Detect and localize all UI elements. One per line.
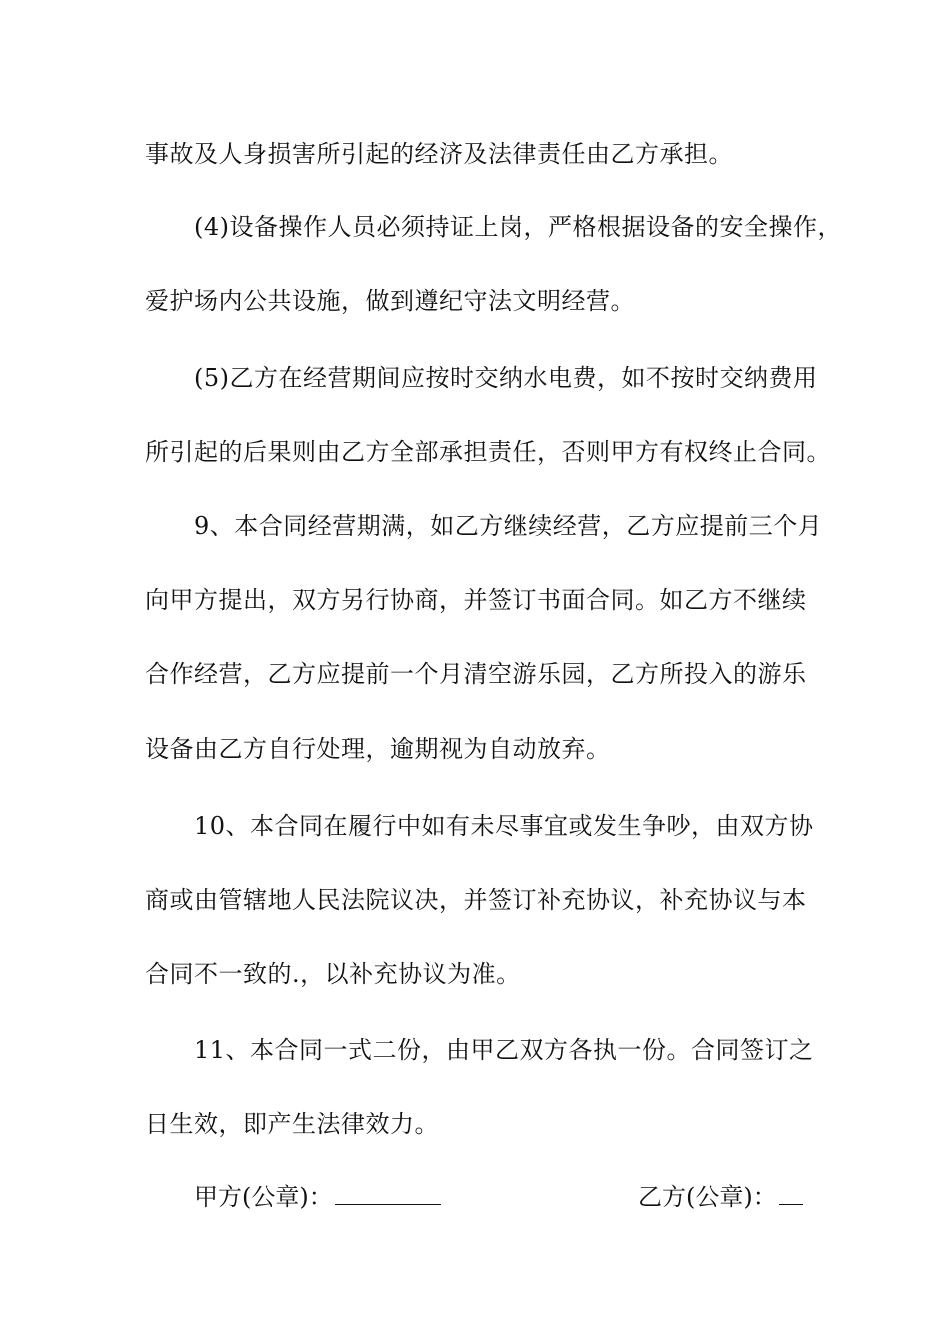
- clause-4-line-1: (4)设备操作人员必须持证上岗，严格根据设备的安全操作，: [194, 213, 842, 241]
- clause-5-line-1: (5)乙方在经营期间应按时交纳水电费，如不按时交纳费用: [194, 364, 818, 392]
- clause-9-line-3: 合作经营，乙方应提前一个月清空游乐园，乙方所投入的游乐: [145, 660, 807, 688]
- clause-11-line-1: 11、本合同一式二份，由甲乙双方各执一份。合同签订之: [194, 1036, 814, 1064]
- party-a-label: 甲方(公章)：: [194, 1183, 333, 1211]
- party-a-signature-blank: [335, 1182, 441, 1205]
- clause-10-line-1: 10、本合同在履行中如有未尽事宜或发生争吵，由双方协: [194, 812, 814, 840]
- clause-10-line-2: 商或由管辖地人民法院议决，并签订补充协议，补充协议与本: [145, 886, 807, 914]
- clause-10-line-3: 合同不一致的.，以补充协议为准。: [145, 960, 521, 988]
- party-b-label: 乙方(公章)：: [638, 1183, 777, 1211]
- party-a-signature: [194, 1181, 441, 1213]
- party-b-signature: [638, 1181, 803, 1213]
- clause-9-line-4: 设备由乙方自行处理，逾期视为自动放弃。: [145, 735, 611, 763]
- party-b-signature-blank: [779, 1182, 803, 1205]
- clause-9-line-2: 向甲方提出，双方另行协商，并签订书面合同。如乙方不继续: [145, 586, 807, 614]
- text-line: 事故及人身损害所引起的经济及法律责任由乙方承担。: [145, 140, 733, 168]
- clause-11-line-2: 日生效，即产生法律效力。: [145, 1110, 439, 1138]
- clause-5-line-2: 所引起的后果则由乙方全部承担责任，否则甲方有权终止合同。: [145, 438, 831, 466]
- clause-4-line-2: 爱护场内公共设施，做到遵纪守法文明经营。: [145, 287, 635, 315]
- clause-9-line-1: 9、本合同经营期满，如乙方继续经营，乙方应提前三个月: [194, 512, 823, 540]
